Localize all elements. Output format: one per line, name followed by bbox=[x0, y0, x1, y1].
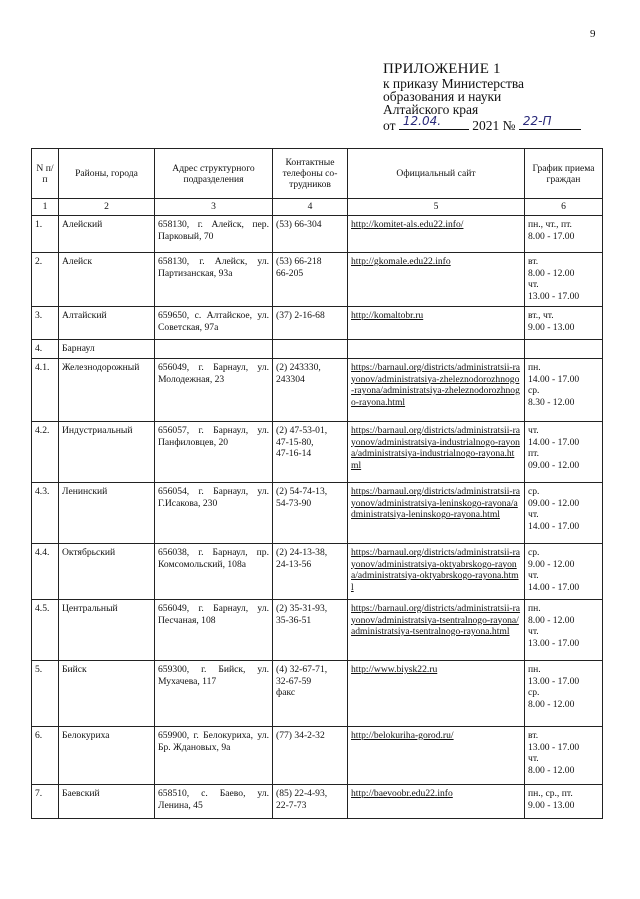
row-number: 3. bbox=[32, 307, 59, 340]
header-cell: Официальный сайт bbox=[348, 149, 525, 199]
column-number: 2 bbox=[59, 199, 155, 216]
row-number: 2. bbox=[32, 253, 59, 307]
table-row bbox=[32, 785, 603, 819]
site-cell bbox=[348, 544, 525, 600]
phones-text: (53) 66-218 66-205 bbox=[276, 256, 322, 279]
site-link[interactable]: https://barnaul.org/districts/administratsii-rayonov/administratsiya-industrialnogo-rayona/administratsiya-industrialnogo-rayona.html bbox=[351, 425, 521, 471]
district-name: Центральный bbox=[59, 600, 155, 661]
schedule-cell bbox=[525, 661, 603, 727]
table-row bbox=[32, 216, 603, 253]
table-row bbox=[32, 253, 603, 307]
phones-cell bbox=[273, 661, 348, 727]
appendix-line: Алтайского края bbox=[383, 102, 479, 117]
table-row bbox=[32, 483, 603, 544]
table-row bbox=[32, 544, 603, 600]
site-cell bbox=[348, 422, 525, 483]
phones-cell bbox=[273, 359, 348, 422]
header-cell: Контактные телефоны со-трудников bbox=[273, 149, 348, 199]
row-number: 4.5. bbox=[32, 600, 59, 661]
site-cell bbox=[348, 253, 525, 307]
site-cell bbox=[348, 727, 525, 785]
row-number: 4.1. bbox=[32, 359, 59, 422]
date-prefix: от bbox=[383, 118, 396, 133]
schedule-cell bbox=[525, 483, 603, 544]
column-number: 6 bbox=[525, 199, 603, 216]
phones-text: (2) 243330, 243304 bbox=[276, 362, 321, 385]
district-name: Баевский bbox=[59, 785, 155, 819]
handwritten-number: 22-П bbox=[522, 114, 552, 128]
header-cell: N п/п bbox=[32, 149, 59, 199]
schedule-cell bbox=[525, 216, 603, 253]
column-number: 1 bbox=[32, 199, 59, 216]
schedule-cell bbox=[525, 359, 603, 422]
phones-text: (4) 32-67-71, 32-67-59 факс bbox=[276, 664, 328, 698]
schedule-text: вт. 8.00 - 12.00 чт. 13.00 - 17.00 bbox=[528, 256, 580, 302]
phones-cell bbox=[273, 727, 348, 785]
district-name: Алейский bbox=[59, 216, 155, 253]
schedule-cell bbox=[525, 422, 603, 483]
appendix-line: образования и науки bbox=[383, 89, 502, 104]
phones-text: (2) 47-53-01, 47-15-80, 47-16-14 bbox=[276, 425, 328, 459]
district-name: Октябрьский bbox=[59, 544, 155, 600]
schedule-cell bbox=[525, 727, 603, 785]
address-cell: 656057, г. Барнаул, ул. Панфиловцев, 20 bbox=[155, 422, 273, 483]
header-cell: Адрес структурного подразделения bbox=[155, 149, 273, 199]
site-link[interactable]: https://barnaul.org/districts/administratsii-rayonov/administratsiya-leninskogo-rayona/administratsiya-leninskogo-rayona.html bbox=[351, 486, 521, 520]
phones-cell bbox=[273, 544, 348, 600]
phones-text: (2) 54-74-13, 54-73-90 bbox=[276, 486, 328, 509]
site-link[interactable]: http://baevoobr.edu22.info bbox=[351, 788, 453, 799]
schedule-cell bbox=[525, 600, 603, 661]
site-link[interactable]: http://www.biysk22.ru bbox=[351, 664, 438, 675]
schedule-text: вт., чт. 9.00 - 13.00 bbox=[528, 310, 575, 333]
column-number: 4 bbox=[273, 199, 348, 216]
phones-text: (53) 66-304 bbox=[276, 219, 322, 230]
phones-cell bbox=[273, 307, 348, 340]
site-link[interactable]: http://komaltobr.ru bbox=[351, 310, 424, 321]
schedule-text: ср. 09.00 - 12.00 чт. 14.00 - 17.00 bbox=[528, 486, 580, 532]
header-cell: Районы, города bbox=[59, 149, 155, 199]
table-row bbox=[32, 422, 603, 483]
site-cell bbox=[348, 785, 525, 819]
phones-text: (85) 22-4-93, 22-7-73 bbox=[276, 788, 328, 811]
district-name: Железнодорожный bbox=[59, 359, 155, 422]
table-row bbox=[32, 307, 603, 340]
appendix-header bbox=[383, 62, 613, 132]
address-cell: 658130, г. Алейск, пер. Парковый, 70 bbox=[155, 216, 273, 253]
schedule-text: пн., чт., пт. 8.00 - 17.00 bbox=[528, 219, 575, 242]
site-cell bbox=[348, 340, 525, 359]
district-name: Белокуриха bbox=[59, 727, 155, 785]
site-link[interactable]: https://barnaul.org/districts/administratsii-rayonov/administratsiya-tsentralnogo-rayona/administratsiya-tsentralnogo-rayona.html bbox=[351, 603, 521, 637]
district-name: Барнаул bbox=[59, 340, 155, 359]
phones-cell bbox=[273, 600, 348, 661]
schedule-text: пн. 8.00 - 12.00 чт. 13.00 - 17.00 bbox=[528, 603, 580, 649]
schedule-cell bbox=[525, 785, 603, 819]
row-number: 6. bbox=[32, 727, 59, 785]
address-cell: 656038, г. Барнаул, пр. Комсомольский, 108а bbox=[155, 544, 273, 600]
schedule-text: пн. 13.00 - 17.00 ср. 8.00 - 12.00 bbox=[528, 664, 580, 710]
district-name: Индустриальный bbox=[59, 422, 155, 483]
row-number: 1. bbox=[32, 216, 59, 253]
site-link[interactable]: http://belokuriha-gorod.ru/ bbox=[351, 730, 454, 741]
schedule-cell bbox=[525, 544, 603, 600]
row-number: 4.2. bbox=[32, 422, 59, 483]
table-row bbox=[32, 600, 603, 661]
row-number: 5. bbox=[32, 661, 59, 727]
phones-cell bbox=[273, 422, 348, 483]
row-number: 4. bbox=[32, 340, 59, 359]
header-cell: График приема граждан bbox=[525, 149, 603, 199]
schedule-text: вт. 13.00 - 17.00 чт. 8.00 - 12.00 bbox=[528, 730, 580, 776]
appendix-line: к приказу Министерства bbox=[383, 76, 525, 91]
row-number: 4.3. bbox=[32, 483, 59, 544]
district-name: Алтайский bbox=[59, 307, 155, 340]
address-cell bbox=[155, 340, 273, 359]
address-cell: 658130, г. Алейск, ул. Партизанская, 93а bbox=[155, 253, 273, 307]
table-row bbox=[32, 727, 603, 785]
phones-cell bbox=[273, 253, 348, 307]
address-cell: 656054, г. Барнаул, ул. Г.Исакова, 230 bbox=[155, 483, 273, 544]
row-number: 7. bbox=[32, 785, 59, 819]
handwritten-date: 12.04. bbox=[402, 114, 442, 128]
departments-table bbox=[31, 148, 603, 819]
district-name: Бийск bbox=[59, 661, 155, 727]
site-link[interactable]: https://barnaul.org/districts/administratsii-rayonov/administratsiya-zheleznodorozhnogo-rayona/administratsiya-zheleznodorozhnogo-rayona.html bbox=[351, 362, 521, 408]
schedule-cell bbox=[525, 307, 603, 340]
address-cell: 659650, с. Алтайское, ул. Советская, 97а bbox=[155, 307, 273, 340]
page-number: 9 bbox=[590, 28, 596, 40]
phones-cell bbox=[273, 483, 348, 544]
address-cell: 659300, г. Бийск, ул. Мухачева, 117 bbox=[155, 661, 273, 727]
address-cell: 656049, г. Барнаул, ул. Песчаная, 108 bbox=[155, 600, 273, 661]
address-cell: 659900, г. Белокуриха, ул. Бр. Ждановых, 9а bbox=[155, 727, 273, 785]
site-link[interactable]: http://komitet-als.edu22.info/ bbox=[351, 219, 464, 230]
phones-text: (2) 24-13-38, 24-13-56 bbox=[276, 547, 328, 570]
phones-text: (77) 34-2-32 bbox=[276, 730, 325, 741]
number-blank bbox=[519, 116, 581, 130]
phones-cell bbox=[273, 785, 348, 819]
phones-cell bbox=[273, 216, 348, 253]
row-number: 4.4. bbox=[32, 544, 59, 600]
district-name: Ленинский bbox=[59, 483, 155, 544]
schedule-text: чт. 14.00 - 17.00 пт. 09.00 - 12.00 bbox=[528, 425, 580, 471]
schedule-cell bbox=[525, 340, 603, 359]
date-blank bbox=[399, 116, 469, 130]
site-cell bbox=[348, 661, 525, 727]
schedule-cell bbox=[525, 253, 603, 307]
appendix-date-line bbox=[383, 116, 613, 132]
table-row bbox=[32, 661, 603, 727]
phones-text: (37) 2-16-68 bbox=[276, 310, 325, 321]
phones-cell bbox=[273, 340, 348, 359]
site-link[interactable]: https://barnaul.org/districts/administratsii-rayonov/administratsiya-oktyabrskogo-rayona/administratsiya-oktyabrskogo-rayona.html bbox=[351, 547, 521, 593]
appendix-title: ПРИЛОЖЕНИЕ 1 bbox=[383, 61, 501, 77]
table-row bbox=[32, 359, 603, 422]
site-link[interactable]: http://gkomale.edu22.info bbox=[351, 256, 451, 267]
schedule-text: пн., ср., пт. 9.00 - 13.00 bbox=[528, 788, 575, 811]
district-name: Алейск bbox=[59, 253, 155, 307]
column-number: 3 bbox=[155, 199, 273, 216]
year-text: 2021 № bbox=[472, 118, 516, 133]
table-row bbox=[32, 340, 603, 359]
site-cell bbox=[348, 600, 525, 661]
address-cell: 658510, с. Баево, ул. Ленина, 45 bbox=[155, 785, 273, 819]
phones-text: (2) 35-31-93, 35-36-51 bbox=[276, 603, 328, 626]
site-cell bbox=[348, 307, 525, 340]
site-cell bbox=[348, 359, 525, 422]
site-cell bbox=[348, 216, 525, 253]
address-cell: 656049, г. Барнаул, ул. Молодежная, 23 bbox=[155, 359, 273, 422]
site-cell bbox=[348, 483, 525, 544]
schedule-text: пн. 14.00 - 17.00 ср. 8.30 - 12.00 bbox=[528, 362, 580, 408]
column-number: 5 bbox=[348, 199, 525, 216]
schedule-text: ср. 9.00 - 12.00 чт. 14.00 - 17.00 bbox=[528, 547, 580, 593]
